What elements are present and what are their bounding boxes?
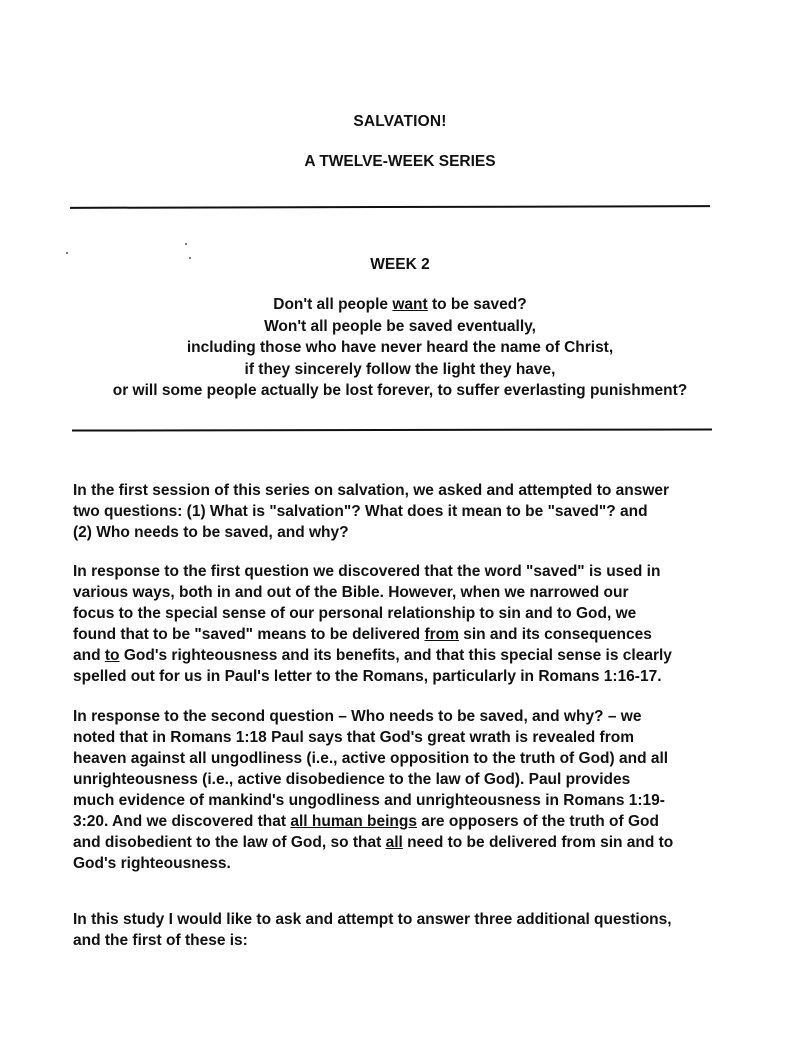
scan-speck	[66, 252, 68, 254]
underlined-word-want: want	[392, 296, 428, 313]
horizontal-rule-top	[70, 205, 710, 209]
document-title: SALVATION!	[353, 113, 447, 130]
underlined-word-from: from	[424, 626, 459, 643]
question-line-2: Won't all people be saved eventually,	[264, 317, 536, 335]
scan-speck	[185, 243, 187, 245]
paragraph-4: In this study I would like to ask and attempt to answer three additional questions, and the first of these is:	[73, 911, 672, 949]
underlined-word-to: to	[104, 647, 120, 664]
paragraph-3: In response to the second question – Who needs to be saved, and why? – we noted that in Romans 1:18 Paul says that God's great wrath is revealed from heaven against all ungodliness (i.e., active opposition to the truth of God) and all unrighteousness (i.e., active disobedience to the law of God). Paul provides much evidence of mankind's ungodliness and unrighteousness in Romans 1:19- 3:20. And we discovered that all human beings are opposers of the truth of God and disobedient to the law of God, so that all need to be delivered from sin and to God's righteousness.	[73, 708, 674, 872]
horizontal-rule-bottom	[72, 428, 712, 431]
underlined-word-all: all	[385, 834, 403, 851]
question-line-4: if they sincerely follow the light they have,	[244, 360, 556, 378]
question-line-5: or will some people actually be lost forever, to suffer everlasting punishment?	[112, 382, 688, 399]
week-questions	[40, 294, 760, 402]
question-line-3: including those who have never heard the name of Christ,	[186, 339, 614, 356]
document-subtitle: A TWELVE-WEEK SERIES	[304, 153, 496, 170]
question-line-1: Don't all people want to be saved?	[273, 296, 527, 313]
underlined-phrase-all-human-beings: all human beings	[290, 813, 417, 830]
week-heading: WEEK 2	[370, 256, 430, 273]
paragraph-2: In response to the first question we discovered that the word "saved" is used in various ways, both in and out of the Bible. However, when we narrowed our focus to the special sense of our personal relationship to sin and to God, we found that to be "saved" means to be delivered from sin and its consequences and to God's righteousness and its benefits, and that this special sense is clearly spelled out for us in Paul's letter to the Romans, particularly in Romans 1:16-17.	[73, 563, 672, 685]
paragraph-1: In the first session of this series on salvation, we asked and attempted to answer two questions: (1) What is "salvation"? What does it mean to be "saved"? and (2) Who needs to be saved, and why?	[73, 482, 670, 541]
